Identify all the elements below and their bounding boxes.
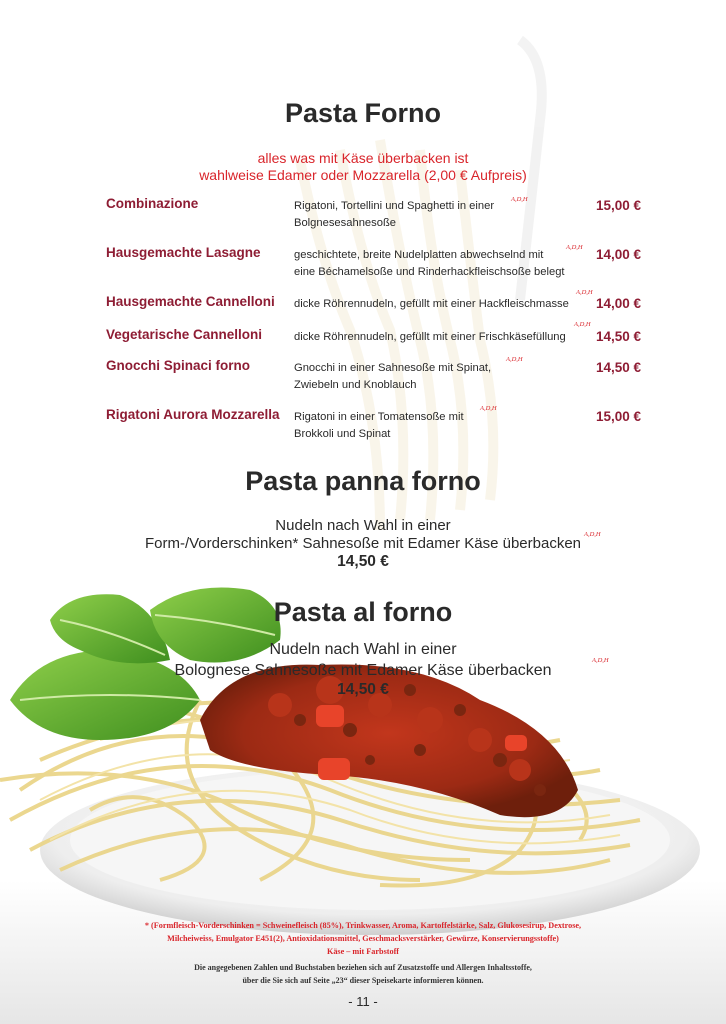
cheese-note-line2: wahlweise Edamer oder Mozzarella (2,00 € Aufpreis): [199, 167, 527, 183]
menu-item: [106, 245, 646, 285]
item-price: 15,00 €: [595, 198, 641, 213]
allergen-info-note-line1: Die angegebenen Zahlen und Buchstaben beziehen sich auf Zusatzstoffe und Allergen Inhaltsstoffe,: [194, 963, 532, 972]
item-description: geschichtete, breite Nudelplatten abwechselnd mit eine Béchamelsoße und Rinderhackfleischsoße belegt: [294, 249, 565, 278]
item-description: dicke Röhrennudeln, gefüllt mit einer Frischkäsefüllung: [294, 331, 566, 343]
allergen-codes: A,D,H: [576, 289, 593, 296]
ham-ingredients-note-line2: Milcheiweiss, Emulgator E451(2), Antioxidationsmittel, Geschmacksverstärker, Gewürze, Konservierungsstoffe): [167, 934, 559, 943]
panna-forno-price: 14,50 €: [337, 553, 389, 570]
section-title-pasta-al-forno: Pasta al forno: [273, 597, 453, 627]
menu-item: [106, 196, 646, 236]
allergen-codes: A,D,H: [566, 244, 583, 251]
al-forno-desc-line2: Bolognese Sahnesoße mit Edamer Käse überbacken: [174, 662, 552, 679]
allergen-codes: A,D,H: [480, 405, 497, 412]
cheese-note-line1: alles was mit Käse überbacken ist: [257, 150, 469, 166]
al-forno-desc-line1: Nudeln nach Wahl in einer: [269, 641, 457, 658]
section-title-pasta-panna-forno: Pasta panna forno: [245, 466, 481, 496]
item-name: Combinazione: [106, 196, 199, 211]
allergen-info-note-line2: über die Sie sich auf Seite „23“ dieser Speisekarte informieren können.: [242, 976, 484, 985]
item-price: 15,00 €: [595, 409, 641, 424]
item-description: Rigatoni, Tortellini und Spaghetti in einer Bolgnesesahnesoße: [294, 200, 495, 229]
panna-forno-allergens: A,D,H: [584, 531, 601, 538]
allergen-codes: A,D,H: [506, 356, 523, 363]
allergen-codes: A,D,H: [511, 196, 528, 203]
item-description: dicke Röhrennudeln, gefüllt mit einer Hackfleischmasse: [294, 298, 569, 310]
cheese-coloring-note: Käse – mit Farbstoff: [326, 947, 400, 956]
allergen-codes: A,D,H: [574, 321, 591, 328]
item-name: Hausgemachte Lasagne: [106, 245, 261, 260]
item-description: Gnocchi in einer Sahnesoße mit Spinat, Zwiebeln und Knoblauch: [294, 362, 492, 391]
section-title-pasta-forno: Pasta Forno: [284, 98, 442, 128]
menu-item: [106, 358, 646, 398]
page-number: - 11 -: [348, 994, 378, 1009]
item-price: 14,00 €: [595, 247, 641, 262]
item-name: Rigatoni Aurora Mozzarella: [106, 407, 280, 422]
item-price: 14,00 €: [595, 296, 641, 311]
item-name: Hausgemachte Cannelloni: [106, 294, 275, 309]
al-forno-price: 14,50 €: [337, 681, 389, 698]
item-price: 14,50 €: [595, 360, 641, 375]
item-price: 14,50 €: [595, 329, 641, 344]
ham-ingredients-note-line1: * (Formfleisch-Vorderschinken = Schweinefleisch (85%), Trinkwasser, Aroma, Kartoffelstärke, Salz, Glukosesirup, Dextrose,: [144, 921, 582, 930]
panna-forno-desc-line1: Nudeln nach Wahl in einer: [275, 517, 451, 534]
panna-forno-desc-line2: Form-/Vorderschinken* Sahnesoße mit Edamer Käse überbacken: [144, 535, 582, 552]
item-name: Gnocchi Spinaci forno: [106, 358, 251, 373]
item-description: Rigatoni in einer Tomatensoße mit Brokkoli und Spinat: [294, 411, 464, 440]
item-name: Vegetarische Cannelloni: [106, 327, 263, 342]
menu-item: [106, 407, 646, 447]
al-forno-allergens: A,D,H: [592, 657, 609, 664]
